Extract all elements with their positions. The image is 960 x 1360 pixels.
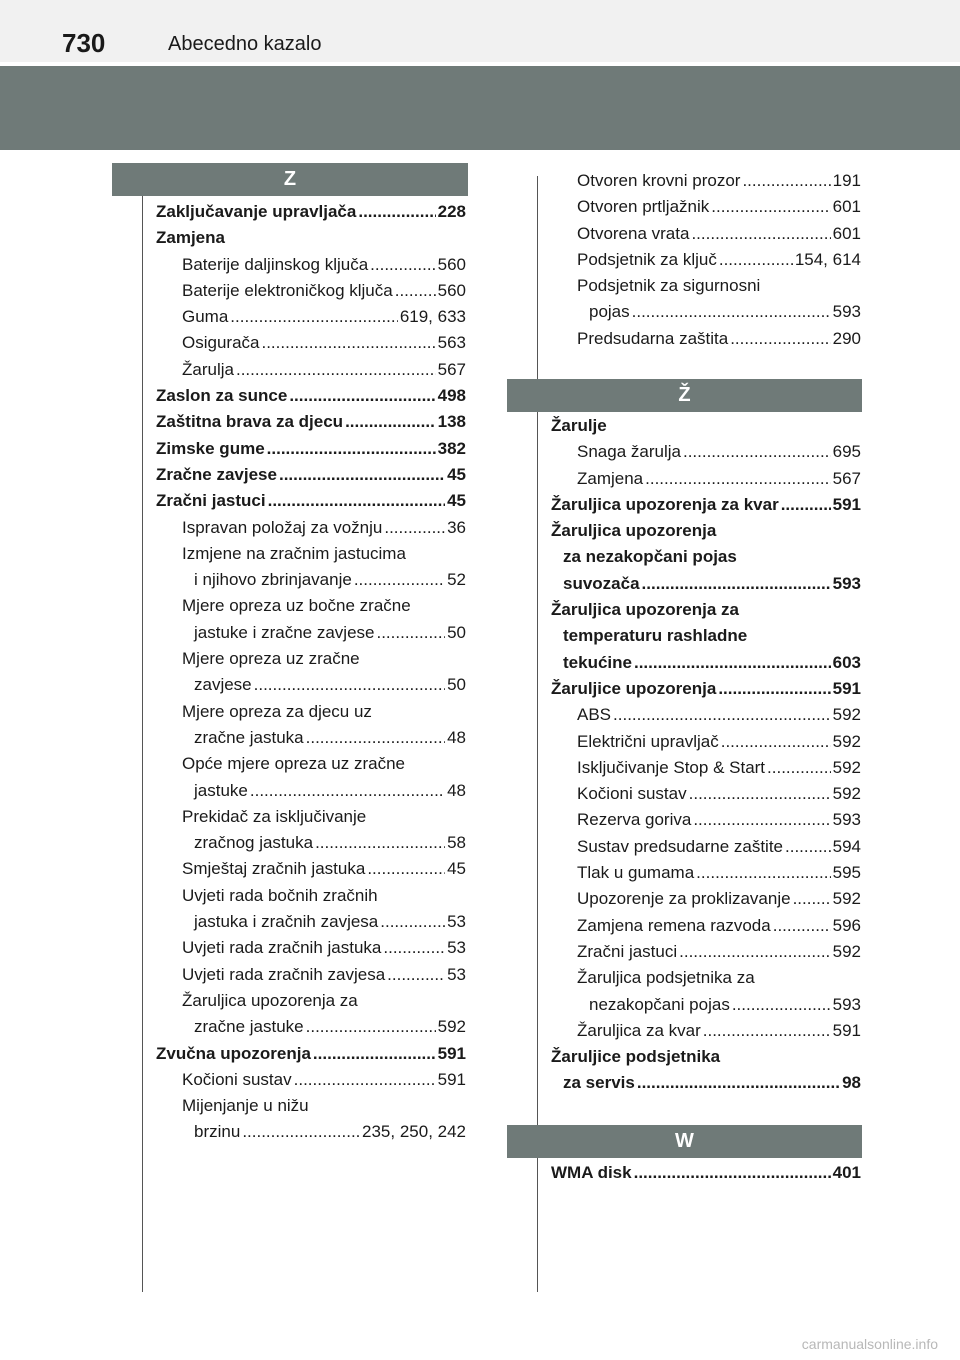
index-entry-term: Osigurača bbox=[182, 333, 260, 353]
index-entry-page: 592 bbox=[832, 784, 861, 804]
index-entry-page: 695 bbox=[832, 442, 861, 462]
index-entry-term: Žarulje bbox=[551, 416, 607, 435]
index-entry-page: 560 bbox=[437, 280, 466, 300]
index-entry-page: 58 bbox=[447, 833, 466, 853]
index-entry-term: Žaruljica upozorenja za bbox=[182, 990, 358, 1010]
dot-leader bbox=[718, 676, 830, 702]
index-entry-term: Uvjeti rada zračnih jastuka bbox=[182, 938, 382, 958]
index-entry-term: suvozača bbox=[563, 573, 640, 593]
index-entry-page: 601 bbox=[832, 223, 861, 243]
dot-leader bbox=[370, 252, 435, 278]
index-entry bbox=[156, 515, 466, 541]
index-entry bbox=[156, 1041, 466, 1067]
index-entry bbox=[156, 278, 466, 304]
index-entry bbox=[156, 252, 466, 278]
dot-leader bbox=[230, 304, 398, 330]
dot-leader bbox=[242, 1119, 360, 1145]
index-entry bbox=[156, 488, 466, 514]
dot-leader bbox=[613, 702, 831, 728]
index-entry bbox=[156, 357, 466, 383]
dot-leader bbox=[679, 939, 830, 965]
index-entry bbox=[156, 330, 466, 356]
index-entry-page: 592 bbox=[437, 1017, 466, 1037]
index-entry bbox=[551, 781, 861, 807]
index-entry bbox=[551, 729, 861, 755]
index-entry-term: Otvoren prtljažnik bbox=[577, 197, 710, 217]
index-entry-term: jastuke i zračne zavjese bbox=[194, 622, 375, 642]
index-entry-term: Žaruljice upozorenja bbox=[551, 678, 717, 698]
index-entry-page: 53 bbox=[447, 912, 466, 932]
index-entry-term: Mjere opreza uz bočne zračne bbox=[182, 596, 411, 616]
dot-leader bbox=[354, 567, 445, 593]
index-entry bbox=[551, 597, 861, 623]
index-entry-term: WMA disk bbox=[551, 1163, 632, 1182]
index-entry-page: 591 bbox=[832, 678, 861, 698]
index-entry-page: 593 bbox=[832, 994, 861, 1014]
index-entry bbox=[156, 699, 466, 725]
index-entry-term: brzinu bbox=[194, 1122, 241, 1142]
index-entry-term: Mijenjanje u nižu bbox=[182, 1096, 309, 1116]
index-entry bbox=[551, 413, 861, 439]
index-entry-term: temperaturu rashladne bbox=[563, 626, 748, 646]
dot-leader bbox=[773, 913, 831, 939]
dot-leader bbox=[689, 781, 831, 807]
index-entry bbox=[551, 965, 861, 991]
index-entry bbox=[156, 1014, 466, 1040]
index-entry-term: i njihovo zbrinjavanje bbox=[194, 570, 352, 590]
index-entry-page: 50 bbox=[447, 622, 466, 642]
index-entry bbox=[156, 672, 466, 698]
index-entry-page: 592 bbox=[832, 757, 861, 777]
index-entry-term: pojas bbox=[589, 302, 630, 322]
right-index-column-continued bbox=[551, 168, 861, 352]
index-entry bbox=[551, 439, 861, 465]
index-entry bbox=[156, 1067, 466, 1093]
index-entry-page: 591 bbox=[832, 494, 861, 514]
index-entry-page: 48 bbox=[447, 727, 466, 747]
dot-leader bbox=[306, 725, 445, 751]
index-entry-page: 36 bbox=[447, 517, 466, 537]
index-entry bbox=[551, 860, 861, 886]
index-entry-page: 595 bbox=[832, 863, 861, 883]
index-entry-page: 593 bbox=[832, 302, 861, 322]
index-entry-term: Smještaj zračnih jastuka bbox=[182, 859, 366, 879]
index-entry-page: 498 bbox=[437, 386, 466, 406]
dot-leader bbox=[279, 462, 445, 488]
index-entry-term: zračnog jastuka bbox=[194, 833, 314, 853]
index-entry bbox=[551, 886, 861, 912]
index-entry bbox=[156, 1119, 466, 1145]
index-entry-term: Baterije daljinskog ključa bbox=[182, 254, 369, 274]
index-entry-term: Ispravan položaj za vožnju bbox=[182, 517, 383, 537]
index-entry bbox=[156, 199, 466, 225]
index-entry bbox=[156, 804, 466, 830]
index-entry-page: 228 bbox=[437, 202, 466, 221]
index-entry bbox=[551, 247, 861, 273]
dot-leader bbox=[645, 466, 830, 492]
index-entry bbox=[551, 221, 861, 247]
index-entry-term: Zaštitna brava za djecu bbox=[156, 412, 344, 432]
index-entry bbox=[156, 909, 466, 935]
right-index-column-w bbox=[551, 1160, 861, 1186]
index-entry-term: Otvoren krovni prozor bbox=[577, 171, 741, 190]
index-entry-page: 593 bbox=[832, 810, 861, 830]
index-entry bbox=[156, 988, 466, 1014]
dot-leader bbox=[785, 834, 831, 860]
index-entry bbox=[551, 492, 861, 518]
dot-leader bbox=[634, 650, 831, 676]
index-entry-page: 591 bbox=[832, 1020, 861, 1040]
dot-leader bbox=[367, 856, 445, 882]
index-entry bbox=[156, 593, 466, 619]
index-entry-term: Otvorena vrata bbox=[577, 223, 690, 243]
index-entry bbox=[156, 962, 466, 988]
index-entry bbox=[156, 620, 466, 646]
index-entry-term: Kočioni sustav bbox=[577, 784, 687, 804]
index-entry-page: 45 bbox=[447, 491, 466, 511]
index-entry-term: Podsjetnik za ključ bbox=[577, 249, 717, 269]
index-entry-term: Zaključavanje upravljača bbox=[156, 202, 357, 221]
dot-leader bbox=[642, 571, 831, 597]
dot-leader bbox=[721, 729, 831, 755]
index-entry bbox=[551, 1018, 861, 1044]
index-entry bbox=[551, 518, 861, 544]
index-entry bbox=[551, 571, 861, 597]
header-band bbox=[0, 66, 960, 150]
index-entry-page: 53 bbox=[447, 964, 466, 984]
dot-leader bbox=[691, 221, 830, 247]
index-entry-term: Isključivanje Stop & Start bbox=[577, 757, 766, 777]
dot-leader bbox=[383, 935, 445, 961]
index-entry-term: Žaruljica upozorenja za kvar bbox=[551, 494, 779, 514]
dot-leader bbox=[289, 383, 435, 409]
index-entry-page: 382 bbox=[437, 438, 466, 458]
index-entry-term: Mjere opreza za djecu uz bbox=[182, 701, 372, 721]
index-entry-term: Zvučna upozorenja bbox=[156, 1043, 311, 1063]
dot-leader bbox=[380, 909, 445, 935]
dot-leader bbox=[634, 1160, 831, 1186]
index-entry bbox=[551, 702, 861, 728]
dot-leader bbox=[395, 278, 436, 304]
index-entry bbox=[156, 225, 466, 251]
dot-leader bbox=[696, 860, 830, 886]
index-entry-term: Baterije elektroničkog ključa bbox=[182, 280, 393, 300]
index-entry-page: 235, 250, 242 bbox=[362, 1122, 466, 1142]
index-entry-term: nezakopčani pojas bbox=[589, 994, 730, 1014]
section-header-w: W bbox=[507, 1125, 862, 1158]
dot-leader bbox=[268, 488, 445, 514]
index-entry bbox=[156, 751, 466, 777]
index-entry bbox=[551, 299, 861, 325]
index-entry bbox=[156, 778, 466, 804]
index-entry-term: Zračni jastuci bbox=[577, 941, 678, 961]
dot-leader bbox=[267, 436, 436, 462]
index-entry bbox=[156, 883, 466, 909]
index-entry-term: za servis bbox=[563, 1073, 635, 1093]
index-entry-term: Predsudarna zaštita bbox=[577, 328, 729, 348]
dot-leader bbox=[693, 807, 830, 833]
index-entry bbox=[156, 409, 466, 435]
page-title: Abecedno kazalo bbox=[168, 33, 322, 55]
dot-leader bbox=[781, 492, 831, 518]
index-entry bbox=[551, 544, 861, 570]
index-entry-page: 563 bbox=[437, 333, 466, 353]
index-entry-term: Žaruljica upozorenja za bbox=[551, 600, 739, 620]
index-entry-page: 45 bbox=[447, 464, 466, 484]
index-entry-term: Rezerva goriva bbox=[577, 810, 692, 830]
index-entry bbox=[156, 383, 466, 409]
dot-leader bbox=[742, 168, 830, 194]
index-entry-term: Uvjeti rada bočnih zračnih bbox=[182, 885, 378, 905]
index-entry-term: zračne jastuke bbox=[194, 1017, 304, 1037]
index-entry-term: zavjese bbox=[194, 675, 252, 695]
dot-leader bbox=[384, 515, 445, 541]
index-entry-term: zračne jastuka bbox=[194, 727, 304, 747]
dot-leader bbox=[767, 755, 831, 781]
index-entry-page: 138 bbox=[437, 412, 466, 432]
index-entry-page: 592 bbox=[832, 889, 861, 909]
index-entry-page: 45 bbox=[447, 859, 466, 879]
index-entry-term: za nezakopčani pojas bbox=[563, 547, 737, 567]
index-entry bbox=[551, 273, 861, 299]
index-entry bbox=[551, 755, 861, 781]
index-entry-term: tekućine bbox=[563, 652, 632, 672]
dot-leader bbox=[313, 1041, 436, 1067]
index-entry-term: Sustav predsudarne zaštite bbox=[577, 836, 784, 856]
dot-leader bbox=[730, 326, 830, 352]
index-entry-page: 619, 633 bbox=[399, 307, 466, 327]
index-entry bbox=[551, 913, 861, 939]
index-entry-term: Opće mjere opreza uz zračne bbox=[182, 754, 405, 774]
index-entry bbox=[156, 725, 466, 751]
index-entry bbox=[156, 462, 466, 488]
dot-leader bbox=[250, 778, 445, 804]
index-entry-term: Žarulja bbox=[182, 359, 234, 379]
index-entry-page: 592 bbox=[832, 705, 861, 725]
index-entry-page: 601 bbox=[832, 197, 861, 217]
index-entry-page: 596 bbox=[832, 915, 861, 935]
index-entry-term: Snaga žarulja bbox=[577, 442, 681, 462]
index-entry bbox=[156, 646, 466, 672]
index-entry-term: ABS bbox=[577, 705, 612, 725]
index-entry-page: 290 bbox=[832, 328, 861, 348]
index-entry-page: 191 bbox=[832, 171, 861, 190]
index-entry-term: Uvjeti rada zračnih zavjesa bbox=[182, 964, 386, 984]
dot-leader bbox=[358, 199, 435, 225]
index-entry bbox=[551, 168, 861, 194]
index-entry bbox=[156, 1093, 466, 1119]
dot-leader bbox=[711, 194, 830, 220]
index-entry-page: 591 bbox=[437, 1069, 466, 1089]
index-entry-term: Podsjetnik za sigurnosni bbox=[577, 276, 761, 296]
index-entry-term: jastuke bbox=[194, 780, 248, 800]
index-entry-term: Guma bbox=[182, 307, 229, 327]
page-number: 730 bbox=[62, 28, 106, 58]
index-entry bbox=[551, 326, 861, 352]
dot-leader bbox=[236, 357, 436, 383]
index-entry-term: Zamjena bbox=[156, 228, 225, 248]
index-entry-page: 567 bbox=[832, 468, 861, 488]
index-entry bbox=[156, 436, 466, 462]
index-entry-term: Tlak u gumama bbox=[577, 863, 695, 883]
index-entry bbox=[551, 992, 861, 1018]
index-entry bbox=[551, 623, 861, 649]
index-entry-page: 591 bbox=[437, 1043, 466, 1063]
index-entry-term: Električni upravljač bbox=[577, 731, 719, 751]
index-entry-page: 603 bbox=[832, 652, 861, 672]
index-entry bbox=[551, 676, 861, 702]
index-entry-term: Zimske gume bbox=[156, 438, 265, 458]
index-entry bbox=[551, 1044, 861, 1070]
dot-leader bbox=[683, 439, 831, 465]
index-entry bbox=[156, 935, 466, 961]
index-entry bbox=[551, 194, 861, 220]
dot-leader bbox=[294, 1067, 436, 1093]
dot-leader bbox=[793, 886, 831, 912]
index-entry-term: Kočioni sustav bbox=[182, 1069, 292, 1089]
index-entry-page: 52 bbox=[447, 570, 466, 590]
index-entry-term: Žaruljica za kvar bbox=[577, 1020, 701, 1040]
index-entry-page: 53 bbox=[447, 938, 466, 958]
index-entry-page: 98 bbox=[842, 1073, 861, 1093]
dot-leader bbox=[732, 992, 831, 1018]
index-entry bbox=[156, 830, 466, 856]
index-entry-term: Zaslon za sunce bbox=[156, 386, 288, 406]
watermark: carmanualsonline.info bbox=[801, 1336, 938, 1352]
index-entry-page: 48 bbox=[447, 780, 466, 800]
index-entry bbox=[156, 567, 466, 593]
section-header-z: Z bbox=[112, 163, 468, 196]
left-column-rule bbox=[142, 196, 143, 1292]
index-entry-term: Izmjene na zračnim jastucima bbox=[182, 543, 406, 563]
dot-leader bbox=[637, 1070, 840, 1096]
index-entry-term: Zamjena remena razvoda bbox=[577, 915, 771, 935]
dot-leader bbox=[254, 672, 445, 698]
index-entry-term: Zračni jastuci bbox=[156, 491, 266, 511]
right-index-column-zh bbox=[551, 413, 861, 1097]
dot-leader bbox=[376, 620, 445, 646]
index-entry-page: 154, 614 bbox=[794, 249, 861, 269]
dot-leader bbox=[261, 330, 435, 356]
index-entry-page: 50 bbox=[447, 675, 466, 695]
index-entry-term: Zračne zavjese bbox=[156, 464, 277, 484]
index-entry bbox=[551, 1160, 861, 1186]
index-entry-term: Žaruljica upozorenja bbox=[551, 521, 717, 541]
index-entry bbox=[156, 304, 466, 330]
index-entry-page: 594 bbox=[832, 836, 861, 856]
index-entry bbox=[156, 541, 466, 567]
index-entry-term: jastuka i zračnih zavjesa bbox=[194, 912, 379, 932]
index-entry bbox=[156, 856, 466, 882]
index-entry-term: Zamjena bbox=[577, 468, 644, 488]
index-entry-page: 592 bbox=[832, 731, 861, 751]
index-entry-term: Žaruljice podsjetnika bbox=[551, 1047, 721, 1067]
left-index-column bbox=[156, 199, 466, 1146]
index-entry-page: 592 bbox=[832, 941, 861, 961]
index-entry bbox=[551, 834, 861, 860]
index-entry-page: 560 bbox=[437, 254, 466, 274]
page-header bbox=[0, 0, 960, 62]
section-header-zh: Ž bbox=[507, 379, 862, 412]
index-entry bbox=[551, 650, 861, 676]
index-entry-page: 593 bbox=[832, 573, 861, 593]
dot-leader bbox=[387, 962, 445, 988]
index-entry bbox=[551, 466, 861, 492]
index-entry bbox=[551, 939, 861, 965]
index-entry-term: Mjere opreza uz zračne bbox=[182, 649, 360, 669]
index-entry-page: 567 bbox=[437, 359, 466, 379]
dot-leader bbox=[632, 299, 831, 325]
dot-leader bbox=[345, 409, 436, 435]
index-entry-term: Prekidač za isključivanje bbox=[182, 806, 367, 826]
index-entry-term: Žaruljica podsjetnika za bbox=[577, 968, 755, 988]
dot-leader bbox=[719, 247, 793, 273]
index-entry bbox=[551, 1070, 861, 1096]
index-entry-term: Upozorenje za proklizavanje bbox=[577, 889, 791, 909]
index-entry-page: 401 bbox=[832, 1163, 861, 1182]
dot-leader bbox=[315, 830, 445, 856]
dot-leader bbox=[703, 1018, 831, 1044]
dot-leader bbox=[306, 1014, 436, 1040]
index-entry bbox=[551, 807, 861, 833]
